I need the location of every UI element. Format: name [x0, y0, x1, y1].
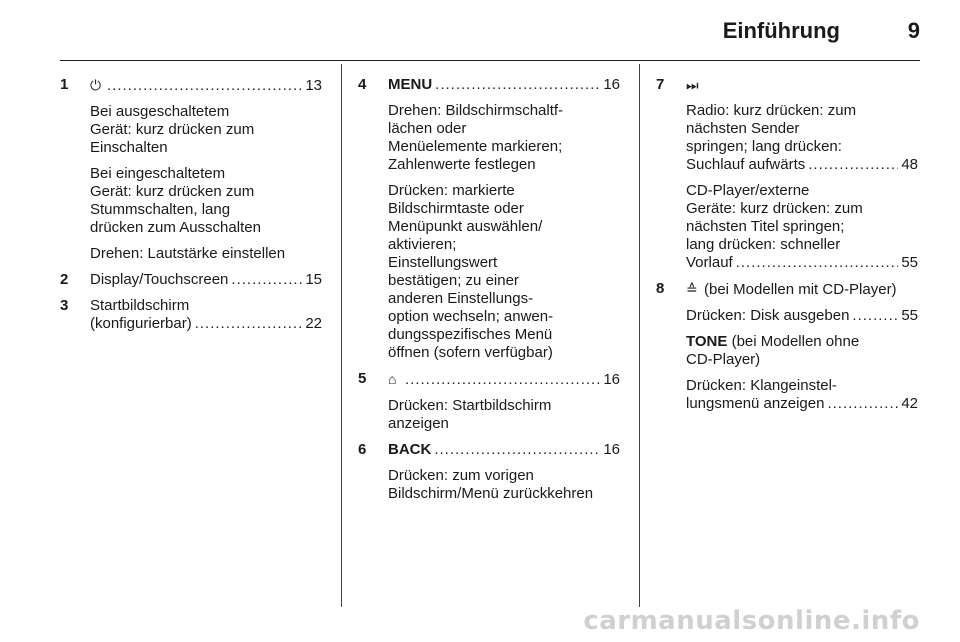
home-icon: ⌂	[388, 371, 397, 387]
page-ref: 55	[901, 254, 918, 271]
text-line: CD-Player/externe	[686, 182, 810, 199]
watermark: carmanualsonline.info	[583, 606, 920, 636]
entry-label-cont: (konfigurierbar)	[90, 315, 192, 332]
page-ref: 22	[305, 315, 322, 332]
text-line: CD-Player)	[686, 351, 761, 368]
page-ref: 16	[603, 371, 620, 388]
text-line: Bildschirmtaste oder	[388, 200, 524, 217]
text-line: lang drücken: schneller	[686, 236, 841, 253]
text-line: Bei eingeschaltetem	[90, 165, 226, 182]
page-ref: 13	[305, 77, 322, 94]
text-line: Einschalten	[90, 139, 168, 156]
leader-dots	[827, 395, 898, 413]
text-line: Drehen: Bildschirmschaltf-	[388, 102, 564, 119]
text-line: Geräte: kurz drücken: zum	[686, 200, 863, 217]
leader-dots	[852, 307, 898, 325]
page-ref: 16	[603, 76, 620, 93]
entry-number: 4	[358, 76, 367, 93]
text-line: Drücken: Disk ausgeben	[686, 307, 850, 324]
text-line: Menüpunkt auswählen/	[388, 218, 543, 235]
paragraph	[686, 333, 918, 369]
text-fragment: (bei Modellen ohne	[731, 333, 860, 350]
column-3	[656, 76, 918, 421]
paragraph	[686, 102, 918, 174]
text-line: Menüelemente markieren;	[388, 138, 563, 155]
text-line: Vorlauf	[686, 254, 733, 271]
leader-dots	[736, 254, 899, 272]
text-line: Drücken: markierte	[388, 182, 515, 199]
text-line: Stummschalten, lang	[90, 201, 231, 218]
entry-number: 7	[656, 76, 665, 93]
text-line: aktivieren;	[388, 236, 457, 253]
text-line: option wechseln; anwen-	[388, 308, 554, 325]
entry-1-power	[60, 76, 322, 263]
text-line: Bei ausgeschaltetem	[90, 103, 230, 120]
text-line: anderen Einstellungs-	[388, 290, 534, 307]
entry-2-display	[60, 271, 322, 289]
paragraph	[686, 182, 918, 272]
text-line: anzeigen	[388, 415, 449, 432]
page-header-title: Einführung	[722, 18, 840, 43]
text-line: bestätigen; zu einer	[388, 272, 519, 289]
text-line: Einstellungswert	[388, 254, 498, 271]
entry-label: Startbildschirm	[90, 297, 190, 314]
paragraph	[388, 397, 620, 433]
entry-number: 3	[60, 297, 69, 314]
power-icon: ⏻	[90, 77, 102, 93]
back-label: BACK	[388, 441, 432, 458]
text-line: Suchlauf aufwärts	[686, 156, 806, 173]
paragraph	[686, 307, 918, 325]
text-line: Drehen: Lautstärke einstellen	[90, 245, 286, 262]
text-line: Zahlenwerte festlegen	[388, 156, 536, 173]
header-rule	[60, 60, 920, 61]
text-line: springen; lang drücken:	[686, 138, 842, 155]
text-line: nächsten Sender	[686, 120, 800, 137]
entry-3-home-screen	[60, 297, 322, 333]
text-line: nächsten Titel springen;	[686, 218, 845, 235]
menu-label: MENU	[388, 76, 433, 93]
leader-dots	[405, 371, 600, 389]
entry-8-eject	[656, 280, 918, 413]
paragraph	[388, 467, 620, 503]
leader-dots	[435, 76, 600, 94]
tone-label: TONE	[686, 333, 728, 350]
skip-forward-icon: ⏭	[686, 77, 699, 93]
leader-dots	[231, 271, 302, 289]
entry-number: 6	[358, 441, 367, 458]
text-line: Drücken: Startbildschirm	[388, 397, 552, 414]
column-2	[358, 76, 620, 511]
entry-label: (bei Modellen mit CD-Player)	[704, 281, 897, 298]
text-line	[686, 333, 918, 351]
text-line: Drücken: zum vorigen	[388, 467, 534, 484]
text-line: Gerät: kurz drücken zum	[90, 121, 255, 138]
page-ref: 42	[901, 395, 918, 412]
page-ref: 48	[901, 156, 918, 173]
leader-dots	[808, 156, 898, 174]
page-ref: 55	[901, 307, 918, 324]
text-line: Gerät: kurz drücken zum	[90, 183, 255, 200]
column-1	[60, 76, 322, 341]
entry-6-back	[358, 441, 620, 503]
entry-number: 2	[60, 271, 69, 288]
entry-number: 1	[60, 76, 69, 93]
text-line: lächen oder	[388, 120, 467, 137]
column-divider-1	[341, 64, 342, 607]
entry-7-next	[656, 76, 918, 272]
page-number: 9	[907, 18, 920, 43]
text-line: drücken zum Ausschalten	[90, 219, 261, 236]
entry-label: Display/Touchscreen	[90, 271, 229, 288]
text-line: Drücken: Klangeinstel-	[686, 377, 837, 394]
leader-dots	[107, 77, 302, 95]
text-line: dungsspezifisches Menü	[388, 326, 553, 343]
text-line: Bildschirm/Menü zurückkehren	[388, 485, 594, 502]
text-line: Radio: kurz drücken: zum	[686, 102, 857, 119]
eject-icon: ≙	[686, 281, 698, 297]
paragraph	[686, 377, 918, 413]
paragraph	[388, 102, 620, 174]
paragraph	[388, 182, 620, 362]
paragraph	[90, 103, 322, 157]
paragraph	[90, 245, 322, 263]
leader-dots	[195, 315, 303, 333]
leader-dots	[434, 441, 600, 459]
column-divider-2	[639, 64, 640, 607]
entry-number: 5	[358, 370, 367, 387]
page-ref: 16	[603, 441, 620, 458]
text-line: lungsmenü anzeigen	[686, 395, 825, 412]
text-line: öffnen (sofern verfügbar)	[388, 344, 553, 361]
entry-5-home	[358, 370, 620, 433]
entry-4-menu	[358, 76, 620, 362]
entry-number: 8	[656, 280, 665, 297]
page-ref: 15	[305, 271, 322, 288]
paragraph	[90, 165, 322, 237]
